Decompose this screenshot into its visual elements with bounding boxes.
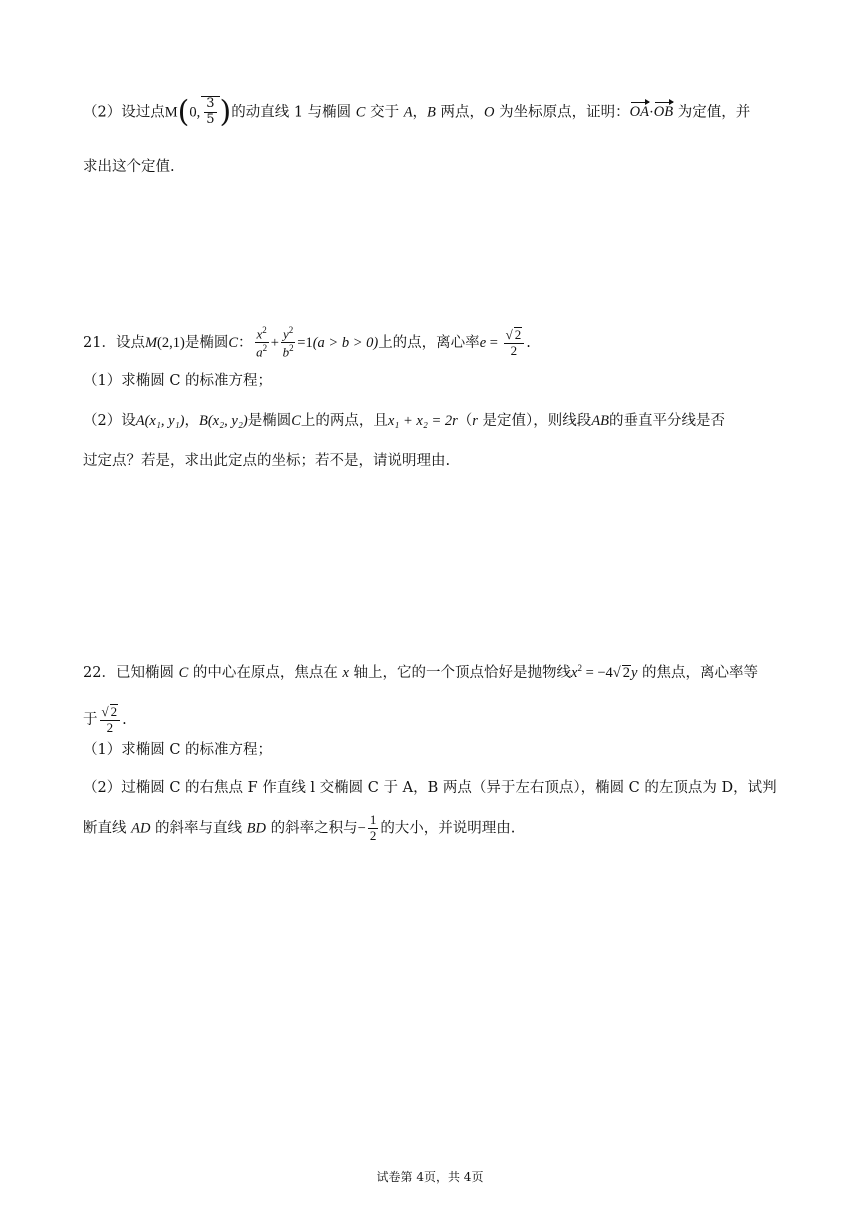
- q22-text: 22．已知椭圆: [83, 664, 179, 681]
- period: .: [122, 711, 127, 728]
- q20-text: 为坐标原点，证明：: [494, 104, 630, 121]
- a-coord: (x₁, y₁): [144, 413, 185, 429]
- var-e: e: [479, 334, 487, 351]
- q21-text: 是椭圆: [184, 334, 229, 351]
- q21-text: 上的两点，且: [300, 413, 388, 429]
- q22-text: 于: [83, 711, 98, 728]
- page-footer: 试卷第 4页，共 4页: [376, 1170, 484, 1184]
- condition: (a > b > 0): [312, 334, 379, 351]
- minus: −: [357, 820, 366, 837]
- q20-text: （2）设过点: [83, 104, 165, 121]
- equals: =: [486, 334, 502, 351]
- q20-part2-line2: 求出这个定值.: [83, 159, 175, 175]
- var-c: C: [228, 334, 239, 351]
- q20-text: 为定值，并: [673, 104, 751, 121]
- q21-text: 是定值），则线段: [477, 413, 592, 429]
- var-c: C: [178, 664, 189, 681]
- q21-number: 21．设点: [83, 334, 145, 351]
- var-bd: BD: [246, 820, 267, 837]
- q22-text: 的斜率之积与: [266, 820, 358, 837]
- var-c: C: [291, 413, 301, 429]
- q22-text: 的斜率与直线: [150, 820, 247, 837]
- left-paren: (: [177, 94, 190, 130]
- q22-text: 轴上，它的一个顶点恰好是抛物线: [348, 664, 571, 681]
- frac-x2-a2: $\frac{x^2}{a^2}$: [256, 325, 268, 360]
- vector-ob: OB: [653, 104, 674, 121]
- var-x: x: [342, 664, 349, 681]
- q21-stem: [83, 325, 531, 361]
- point-coord: (2,1): [157, 334, 185, 351]
- q20-text: 两点，: [435, 104, 485, 121]
- equals-one: =1: [297, 334, 313, 351]
- var-m: M: [144, 334, 158, 351]
- frac-one-half: $\frac{1}{2}$: [369, 812, 377, 843]
- period: .: [526, 334, 531, 351]
- q21-part1: （1）求椭圆 C 的标准方程；: [83, 373, 273, 389]
- sum-equation: x₁ + x₂ = 2r: [387, 413, 458, 429]
- q20-text: ，: [412, 104, 428, 121]
- q22-text: 的焦点，离心率等: [637, 664, 759, 681]
- right-paren: ): [219, 94, 232, 130]
- frac-y2-b2: $\frac{y^2}{b^2}$: [282, 325, 294, 360]
- q22-stem-line2: [83, 704, 127, 736]
- colon: ：: [238, 334, 253, 351]
- q21-part2-line1: [83, 414, 725, 429]
- point-m-label: M: [164, 104, 178, 121]
- q21-text: （: [457, 413, 473, 429]
- var-ab: AB: [591, 413, 610, 429]
- q21-text: 是椭圆: [247, 413, 292, 429]
- vector-oa: OA: [629, 104, 649, 121]
- q21-part2-line2: 过定点？若是，求出此定点的坐标；若不是，请说明理由.: [83, 453, 451, 469]
- frac-sqrt2-2: $\frac{√ 2}{2}$: [504, 327, 525, 359]
- q22-stem-line1: [83, 664, 758, 680]
- q21-text: （2）设: [83, 413, 136, 429]
- q22-text: 的大小，并说明理由.: [380, 820, 516, 837]
- var-r: r: [472, 413, 478, 429]
- var-b: B: [198, 413, 208, 429]
- var-o: O: [484, 104, 495, 121]
- q21-text: 的垂直平分线是否: [609, 413, 726, 429]
- dot-operator: ·: [648, 104, 654, 121]
- var-a: A: [403, 104, 413, 121]
- q22-part2-line1: （2）过椭圆 C 的右焦点 F 作直线 l 交椭圆 C 于 A，B 两点（异于左右顶点），椭圆 C 的左顶点为 D，试判: [83, 780, 777, 796]
- comma: ，: [184, 413, 199, 429]
- parabola-eq: $x^2 = -4√$ 2y: [571, 663, 638, 681]
- q22-text: 的中心在原点，焦点在: [188, 664, 343, 681]
- coord-zero: 0,: [189, 104, 201, 121]
- plus: +: [270, 334, 279, 351]
- q20-part2-line1: [83, 96, 750, 128]
- var-ad: AD: [131, 820, 151, 837]
- q22-text: 断直线: [83, 820, 132, 837]
- var-a: A: [135, 413, 145, 429]
- b-coord: (x₂, y₂): [207, 413, 248, 429]
- q22-part1: （1）求椭圆 C 的标准方程；: [83, 742, 273, 758]
- var-c: C: [355, 104, 366, 121]
- q20-text: 的动直线 1 与椭圆: [231, 104, 356, 121]
- frac-sqrt2-2: $\frac{√ 2}{2}$: [100, 704, 121, 736]
- sqrt-three-fifths: $\frac{3}{5}$: [201, 96, 219, 128]
- q21-text: 上的点，离心率: [378, 334, 480, 351]
- q22-part2-line2: [83, 813, 515, 844]
- q20-text: 交于: [365, 104, 404, 121]
- var-b: B: [427, 104, 436, 121]
